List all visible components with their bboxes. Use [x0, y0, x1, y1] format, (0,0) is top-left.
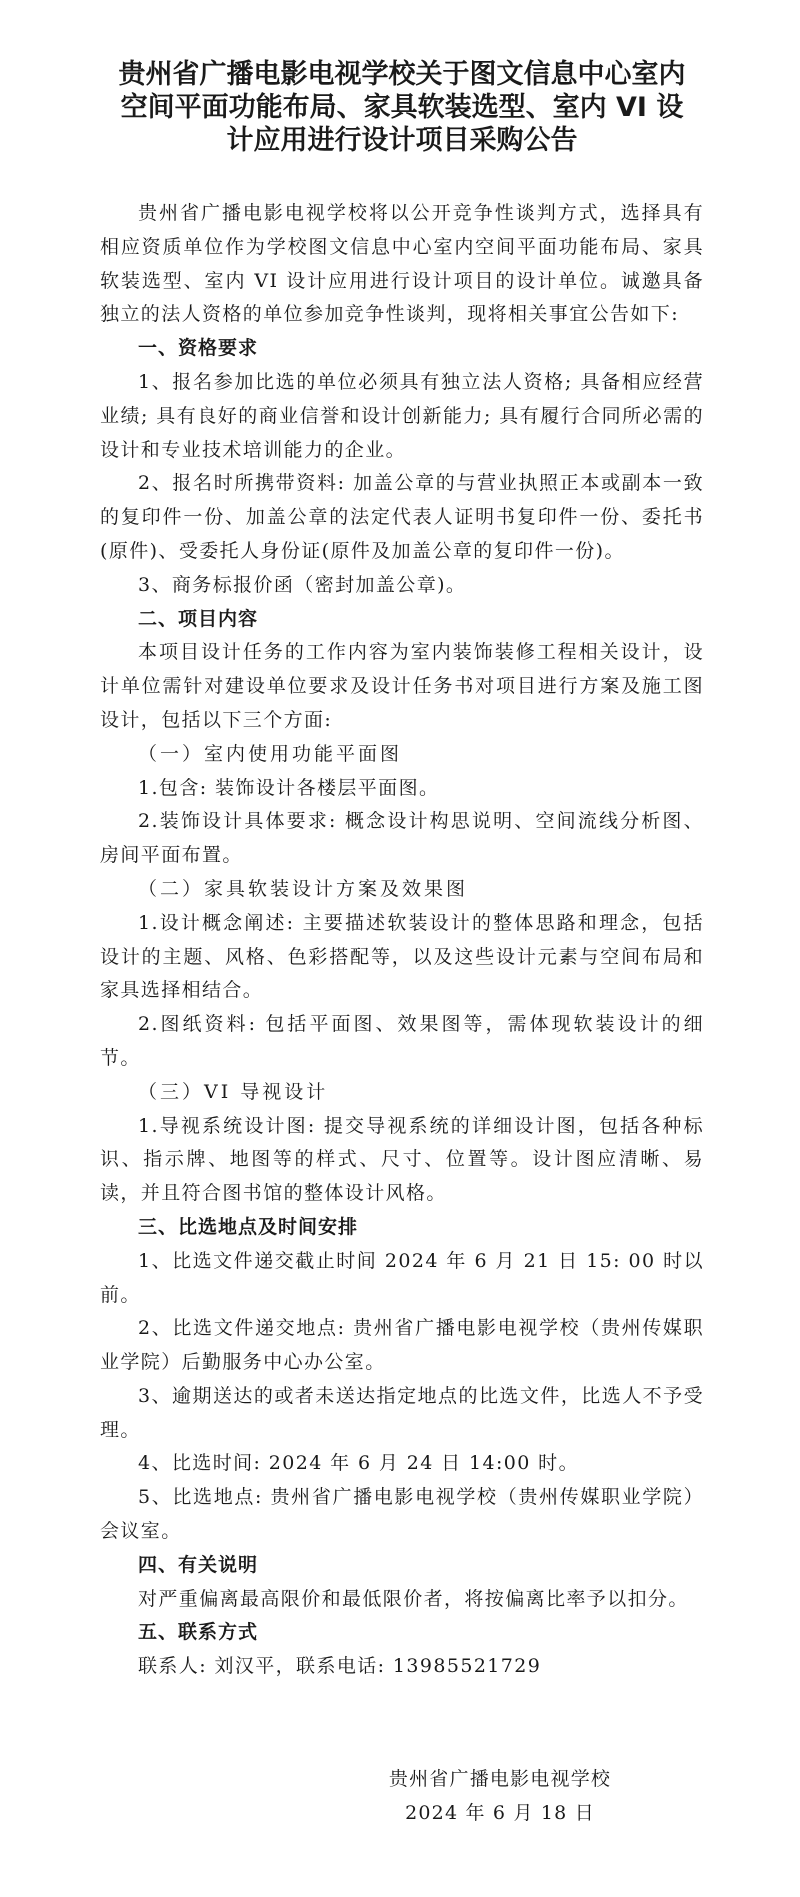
section5-heading: 五、联系方式: [138, 1621, 259, 1644]
section2-sub1-item-1: 1.包含: 装饰设计各楼层平面图。: [138, 776, 440, 799]
document-title: [100, 58, 704, 157]
signature-organization: 贵州省广播电影电视学校: [388, 1768, 612, 1790]
title-line-2: 空间平面功能布局、家具软装选型、室内 VI 设: [120, 92, 684, 123]
section1-item-3: 3、商务标报价函（密封加盖公章)。: [138, 573, 467, 596]
title-line-1: 贵州省广播电影电视学校关于图文信息中心室内: [118, 59, 686, 90]
section4-heading: 四、有关说明: [138, 1553, 259, 1576]
document-body: [100, 197, 704, 1684]
section3-item-3: 3、逾期送达的或者未送达指定地点的比选文件，比选人不予受理。: [100, 1384, 704, 1441]
section2-sub3-item-1: 1.导视系统设计图: 提交导视系统的详细设计图，包括各种标识、指示牌、地图等的样式、尺寸、位置等。设计图应清晰、易读，并且符合图书馆的整体设计风格。: [100, 1114, 704, 1205]
section2-sub2-item-1: 1.设计概念阐述: 主要描述软装设计的整体思路和理念，包括设计的主题、风格、色彩搭配等，以及这些设计元素与空间布局和家具选择相结合。: [100, 911, 704, 1002]
section2-sub2-item-2: 2.图纸资料: 包括平面图、效果图等，需体现软装设计的细节。: [100, 1013, 704, 1069]
title-line-3: 计应用进行设计项目采购公告: [226, 125, 578, 156]
section5-contact: 联系人: 刘汉平，联系电话: 13985521729: [138, 1655, 542, 1678]
section2-heading: 二、项目内容: [138, 607, 259, 630]
section1-heading: 一、资格要求: [138, 337, 259, 360]
section2-sub1-heading: （一）室内使用功能平面图: [138, 742, 403, 765]
section3-item-1: 1、比选文件递交截止时间 2024 年 6 月 21 日 15: 00 时以前。: [100, 1249, 704, 1306]
section3-item-5: 5、比选地点: 贵州省广播电影电视学校（贵州传媒职业学院）会议室。: [100, 1486, 704, 1543]
section2-sub2-heading: （二）家具软装设计方案及效果图: [138, 877, 469, 900]
section2-sub1-item-2: 2.装饰设计具体要求: 概念设计构思说明、空间流线分析图、房间平面布置。: [100, 810, 704, 867]
section2-sub3-heading: （三）VI 导视设计: [138, 1080, 329, 1103]
section3-item-2: 2、比选文件递交地点: 贵州省广播电影电视学校（贵州传媒职业学院）后勤服务中心办公室。: [100, 1317, 704, 1374]
section3-heading: 三、比选地点及时间安排: [138, 1215, 359, 1238]
signature-date: 2024 年 6 月 18 日: [405, 1802, 595, 1824]
section1-item-2: 2、报名时所携带资料: 加盖公章的与营业执照正本或副本一致的复印件一份、加盖公章的法定代表人证明书复印件一份、委托书(原件)、受委托人身份证(原件及加盖公章的复印件一份)。: [100, 472, 704, 562]
intro-paragraph: 贵州省广播电影电视学校将以公开竞争性谈判方式，选择具有相应资质单位作为学校图文信息中心室内空间平面功能布局、家具软装选型、室内 VI 设计应用进行设计项目的设计单位。诚邀具备独立的法人资格的单位参加竞争性谈判，现将相关事宜公告如下:: [100, 202, 704, 326]
section3-item-4: 4、比选时间: 2024 年 6 月 24 日 14:00 时。: [138, 1452, 579, 1475]
section1-item-1: 1、报名参加比选的单位必须具有独立法人资格; 具备相应经营业绩; 具有良好的商业信誉和设计创新能力; 具有履行合同所必需的设计和专业技术培训能力的企业。: [100, 370, 704, 461]
section4-text: 对严重偏离最高限价和最低限价者，将按偏离比率予以扣分。: [138, 1587, 689, 1610]
section2-intro: 本项目设计任务的工作内容为室内装饰装修工程相关设计，设计单位需针对建设单位要求及设计任务书对项目进行方案及施工图设计，包括以下三个方面:: [100, 641, 704, 731]
